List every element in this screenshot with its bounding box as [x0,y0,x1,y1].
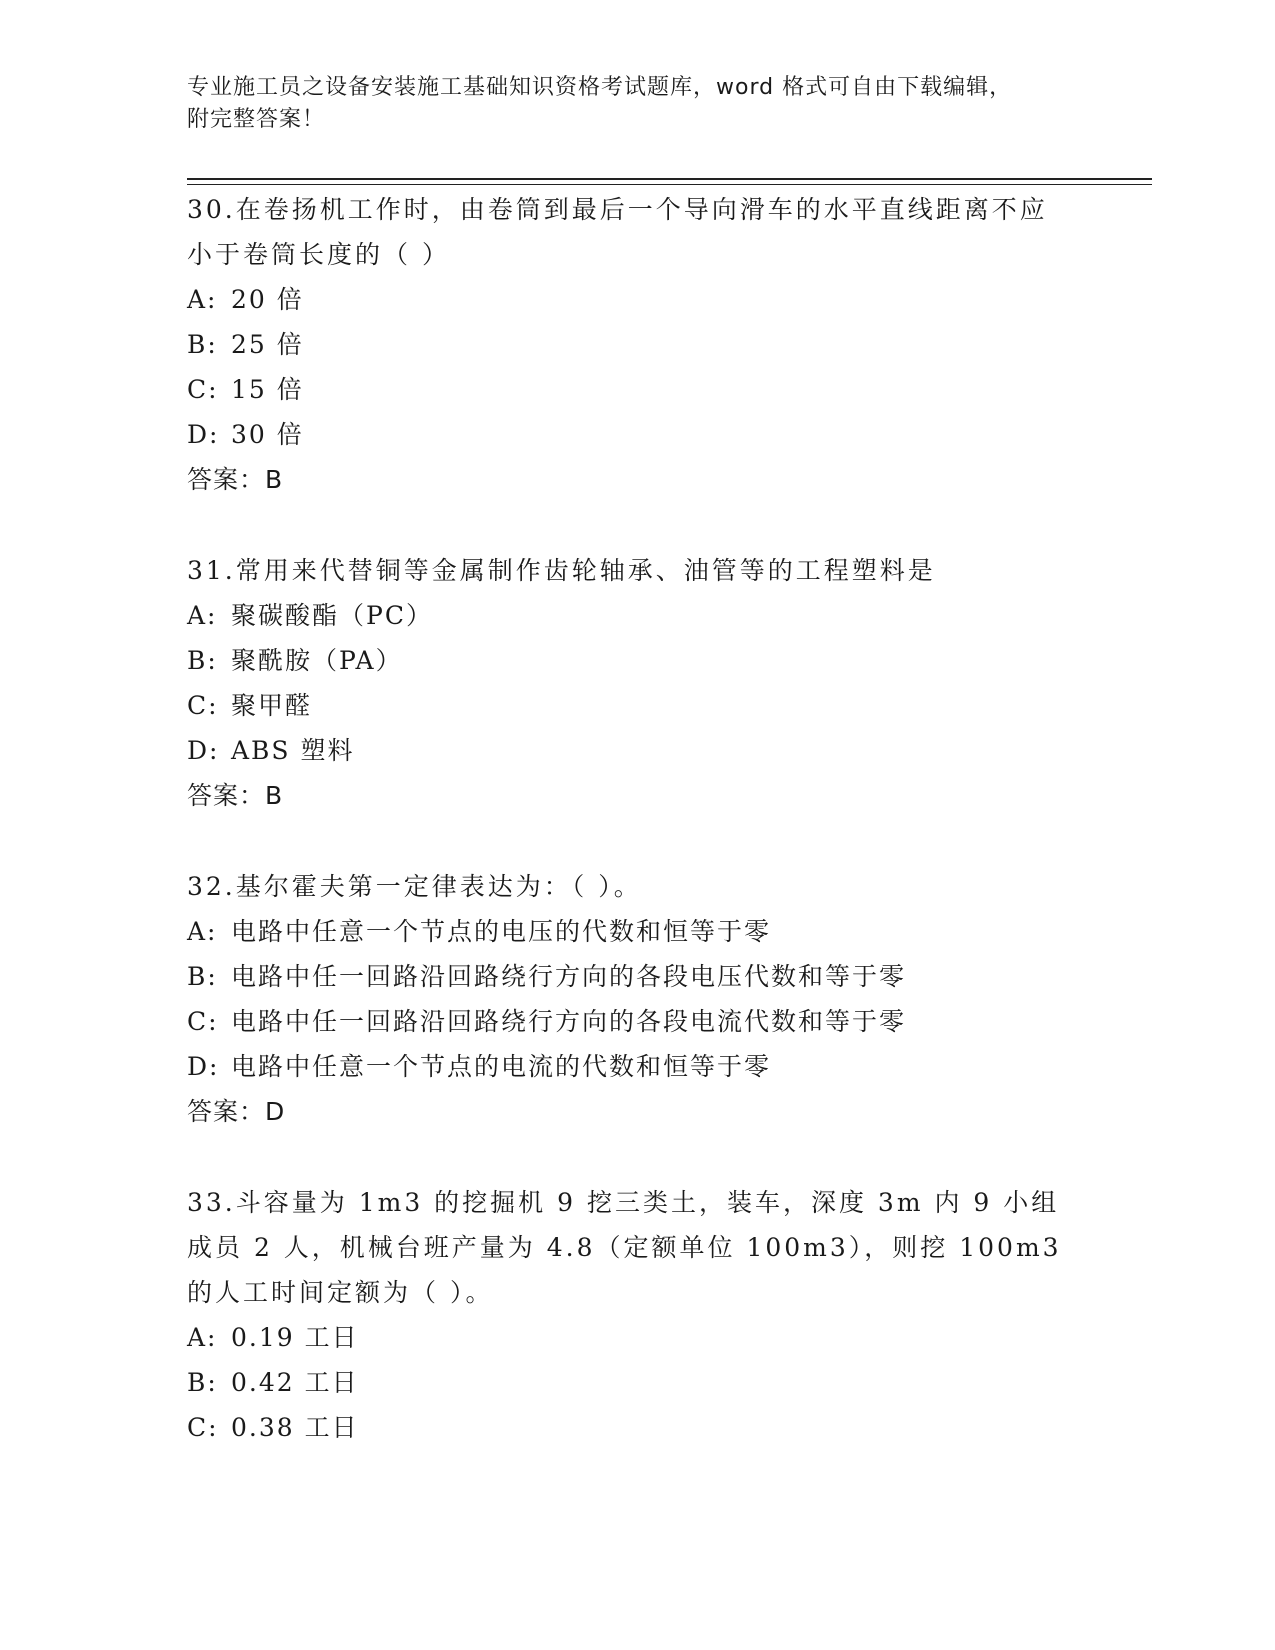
option-key: B: [187,1368,218,1397]
document-header [187,72,1087,136]
option-text: 0.42 工日 [231,1368,359,1397]
option-text: 0.19 工日 [231,1323,359,1352]
option-key: B: [187,962,218,991]
header-divider-thick [187,178,1152,180]
option-text: 电路中任一回路沿回路绕行方向的各段电流代数和等于零 [231,1007,907,1036]
option-a [187,277,1152,322]
option-text: 电路中任意一个节点的电压的代数和恒等于零 [231,917,772,946]
answer-line: 答案：B [187,781,284,810]
question-stem: 32.基尔霍夫第一定律表达为：（ ）。 [187,872,642,901]
option-d [187,1044,1152,1089]
header-line-1: 专业施工员之设备安装施工基础知识资格考试题库，word 格式可自由下载编辑， [187,75,1013,100]
question-stem: 31.常用来代替铜等金属制作齿轮轴承、油管等的工程塑料是 [187,556,936,585]
option-key: B: [187,330,218,359]
header-divider-thin [187,184,1152,185]
question-30 [187,187,1152,502]
option-text: 30 倍 [231,420,304,449]
option-key: C: [187,1413,219,1442]
option-text: 20 倍 [231,285,304,314]
option-text: 25 倍 [231,330,304,359]
option-d [187,412,1152,457]
option-c [187,1405,1152,1450]
option-key: A: [187,1323,218,1352]
option-b [187,954,1152,999]
option-key: D: [187,420,220,449]
option-a [187,1315,1152,1360]
option-key: A: [187,285,218,314]
option-c [187,683,1152,728]
option-b [187,1360,1152,1405]
option-c [187,999,1152,1044]
option-key: C: [187,375,219,404]
option-d [187,728,1152,773]
option-text: 电路中任意一个节点的电流的代数和恒等于零 [231,1052,772,1081]
question-32 [187,864,1152,1134]
option-key: D: [187,736,220,765]
option-text: 15 倍 [231,375,304,404]
option-text: ABS 塑料 [231,736,355,765]
question-stem: 33.斗容量为 1m3 的挖掘机 9 挖三类土，装车，深度 3m 内 9 小组成员 2 人，机械台班产量为 4.8（定额单位 100m3），则挖 100m3 的人工时间定额为（ ）。 [187,1188,1062,1307]
answer-line: 答案：B [187,465,284,494]
option-b [187,322,1152,367]
option-text: 聚甲醛 [231,691,313,720]
answer-line: 答案：D [187,1097,286,1126]
option-key: B: [187,646,218,675]
question-31 [187,548,1152,818]
header-line-2: 附完整答案！ [187,107,326,132]
option-b [187,638,1152,683]
question-stem: 30.在卷扬机工作时，由卷筒到最后一个导向滑车的水平直线距离不应小于卷筒长度的（ ） [187,195,1048,269]
option-key: D: [187,1052,220,1081]
option-key: C: [187,1007,219,1036]
option-a [187,909,1152,954]
option-c [187,367,1152,412]
option-key: C: [187,691,219,720]
option-text: 聚酰胺（PA） [231,646,403,675]
option-a [187,593,1152,638]
option-text: 聚碳酸酯（PC） [231,601,433,630]
question-list [187,187,1152,1496]
question-33 [187,1180,1152,1450]
option-key: A: [187,917,218,946]
option-key: A: [187,601,218,630]
option-text: 电路中任一回路沿回路绕行方向的各段电压代数和等于零 [231,962,907,991]
option-text: 0.38 工日 [231,1413,359,1442]
